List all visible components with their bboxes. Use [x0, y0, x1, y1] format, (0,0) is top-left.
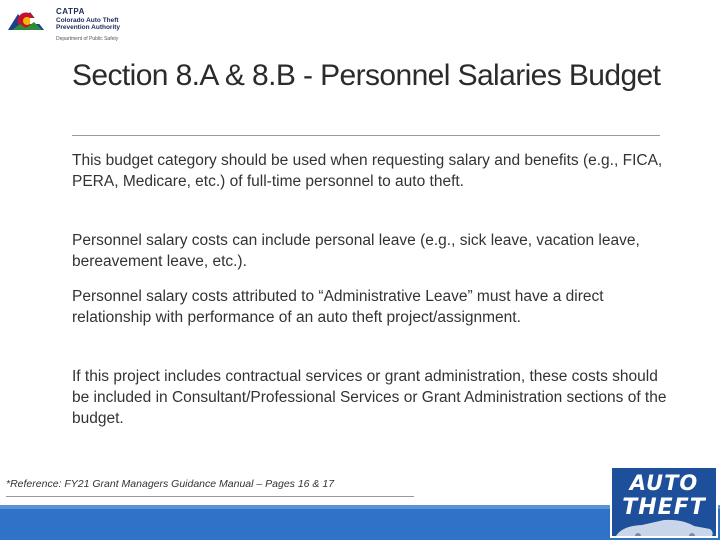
colorado-c-logo-icon [6, 6, 46, 36]
logo-org-abbrev: CATPA [56, 7, 85, 16]
badge-line-auto: AUTO [629, 471, 699, 495]
paragraph-administrative-leave: Personnel salary costs attributed to “Administrative Leave” must have a direct relationship with performance of an auto theft project/assignment. [72, 288, 604, 326]
badge-line-theft: THEFT [622, 495, 706, 520]
auto-theft-badge [610, 466, 718, 538]
title-divider [72, 135, 660, 136]
logo-org-name: Colorado Auto Theft Prevention Authority [56, 17, 121, 31]
slide-title: Section 8.A & 8.B - Personnel Salaries Budget [72, 59, 661, 92]
paragraph-personal-leave: Personnel salary costs can include personal leave (e.g., sick leave, vacation leave, bereavement leave, etc.). [72, 232, 640, 270]
paragraph-benefits: This budget category should be used when requesting salary and benefits (e.g., FICA, PERA, Medicare, etc.) of full-time personnel to auto theft. [72, 152, 663, 190]
catpa-logo [6, 4, 136, 48]
paragraph-contractual-services: If this project includes contractual services or grant administration, these costs should be included in Consultant/Professional Services or Grant Administration sections of the budget. [72, 368, 667, 427]
reference-note: *Reference: FY21 Grant Managers Guidance Manual – Pages 16 & 17 [6, 478, 335, 490]
logo-dept-name: Department of Public Safety [56, 36, 119, 42]
reference-underline [6, 496, 414, 497]
car-silhouette-icon [612, 518, 716, 538]
